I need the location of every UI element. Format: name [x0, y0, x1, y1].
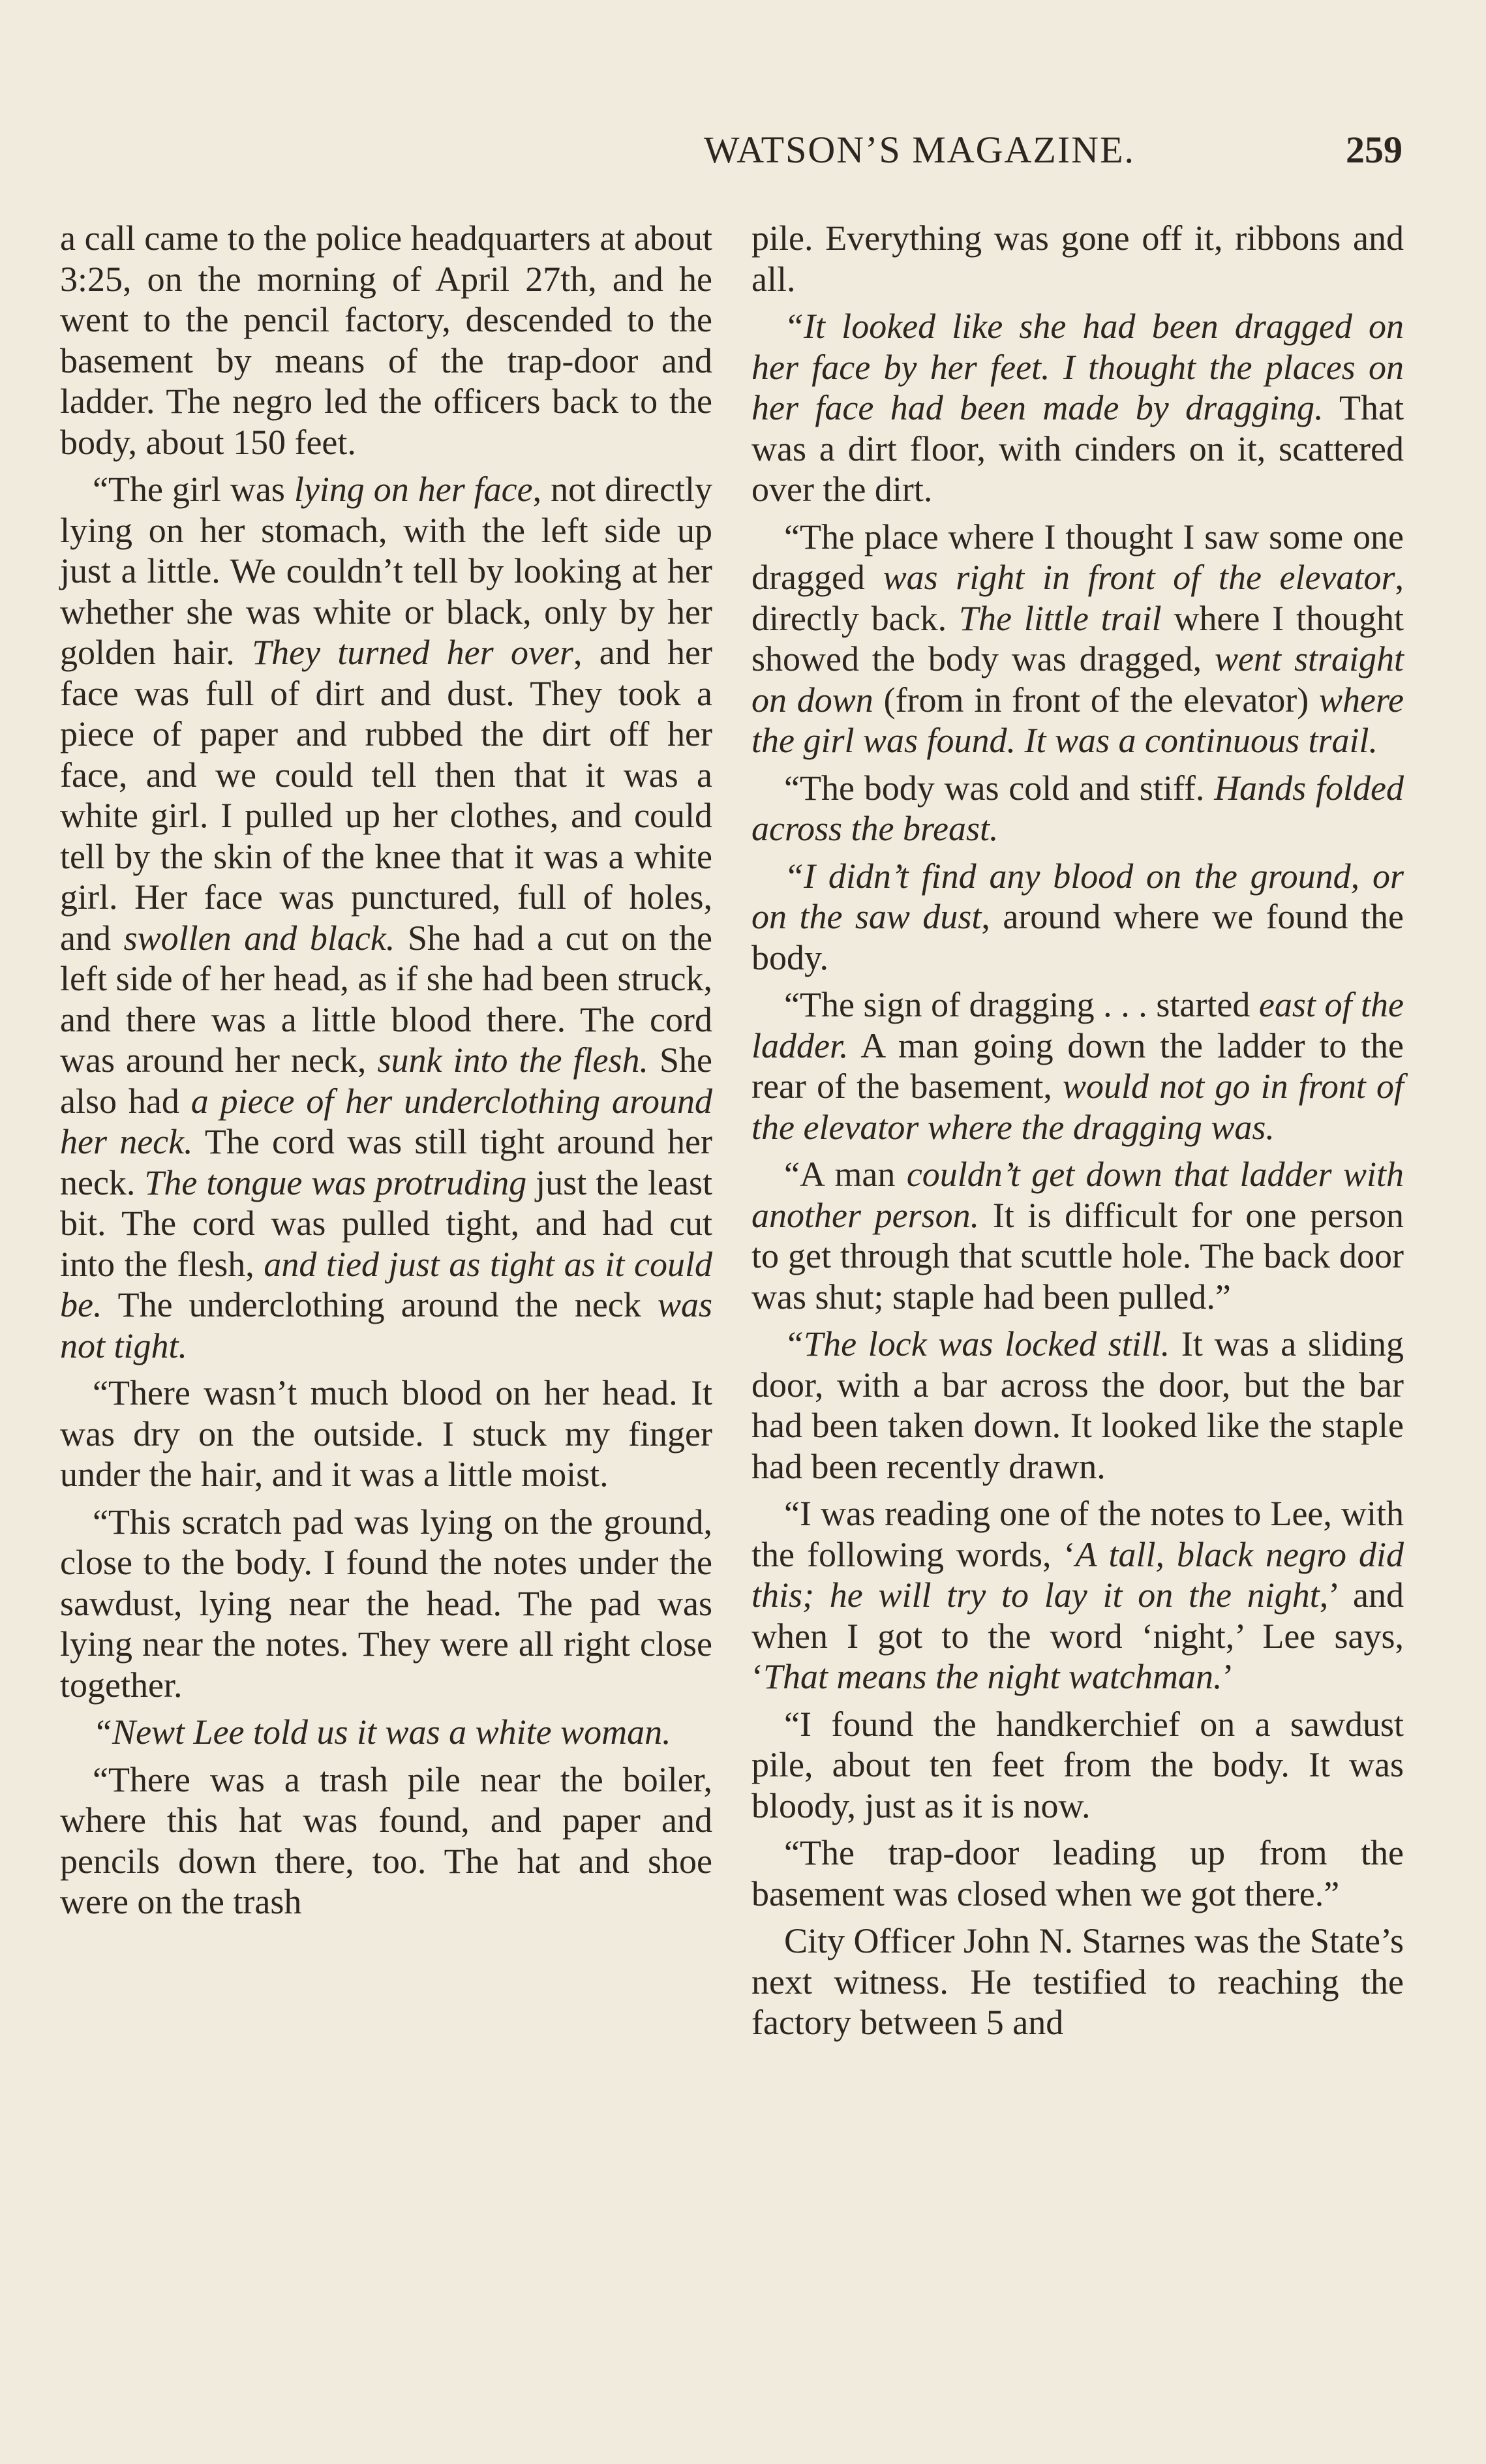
paragraph: [751, 1833, 1404, 1914]
paragraph: [751, 1324, 1404, 1487]
text-run: just the least bit. The cord was pulled tight, and had cut into the flesh,: [60, 1163, 712, 1284]
text-run: a call came to the police headquarters at about 3:25, on the morning of April 27th, and he went to the pencil factory, descended to the basement by means of the trap-door and ladder. The negro led the officers back to the body, about 150 feet.: [60, 219, 712, 462]
text-run: (from in front of the elevator): [873, 680, 1320, 720]
text-run: ’: [1222, 1657, 1234, 1696]
text-run: It was a sliding door, with a bar across the door, but the bar had been taken down. It looked like the staple had been recently drawn.: [751, 1324, 1404, 1486]
text-run: “The trap-door leading up from the basement was closed when we got there.”: [751, 1833, 1404, 1913]
text-run: “The place where I thought I saw some one dragged: [751, 517, 1404, 597]
paragraph: [60, 218, 712, 463]
italic-text-run: The little trail: [959, 598, 1162, 638]
text-run: She had a cut on the left side of her head, as if she had been struck, and there was a little blood there. The cord was around her neck,: [60, 918, 712, 1080]
paragraph: [751, 1921, 1404, 2043]
paragraph: [751, 1154, 1404, 1317]
italic-text-run: lying on her face: [294, 470, 533, 509]
italic-text-run: couldn’t get down that ladder with another person.: [751, 1155, 1404, 1235]
text-run: , directly back.: [751, 558, 1404, 638]
text-run: “I was reading one of the notes to Lee, with the following words, ‘: [751, 1494, 1404, 1574]
text-run: where I thought showed the body was dragged,: [751, 598, 1404, 678]
page-header: [59, 128, 1403, 180]
page-number: 259: [1346, 129, 1403, 171]
italic-text-run: A tall, black negro did this; he will try to lay it on the night: [751, 1534, 1404, 1615]
paragraph: [751, 1704, 1404, 1827]
text-run: The underclothing around the neck: [102, 1285, 658, 1324]
italic-text-run: went straight on down: [751, 639, 1404, 720]
text-run: “A man: [784, 1155, 907, 1194]
text-run: “The sign of dragging . . . started: [784, 985, 1259, 1024]
italic-text-run: was right in front of the elevator: [883, 558, 1395, 597]
text-run: pile. Everything was gone off it, ribbons and all.: [751, 219, 1404, 299]
italic-text-run: “: [93, 1712, 113, 1752]
paragraph: [751, 1493, 1404, 1697]
paragraph: [751, 856, 1404, 979]
italic-text-run: “I didn’t find any blood on the ground, or on the saw dust: [751, 856, 1404, 936]
text-run: The cord was still tight around her neck.: [60, 1122, 712, 1202]
left-column: [60, 218, 712, 1929]
italic-text-run: “It looked like she had been dragged on her face by her feet. I thought the places on her face had been made by dragging.: [751, 307, 1404, 427]
paragraph: [60, 1712, 712, 1753]
right-column: [751, 218, 1404, 2050]
text-run: A man going down the ladder to the rear of the basement,: [751, 1026, 1404, 1106]
italic-text-run: was not tight.: [60, 1285, 712, 1365]
italic-text-run: a piece of her underclothing around her neck.: [60, 1081, 713, 1161]
text-run: “There wasn’t much blood on her head. It was dry on the outside. I stuck my finger under the hair, and it was a little moist.: [60, 1373, 712, 1494]
paragraph: [60, 1502, 712, 1706]
paragraph: [60, 1373, 712, 1495]
italic-text-run: That means the night watchman.: [763, 1657, 1222, 1696]
text-run: , around where we found the body.: [751, 897, 1404, 977]
running-title: WATSON’S MAGAZINE.: [703, 129, 1135, 171]
text-run: That was a dirt floor, with cinders on it, scattered over the dirt.: [751, 388, 1404, 509]
italic-text-run: The tongue was protruding: [144, 1163, 527, 1202]
italic-text-run: where the girl was found. It was a continuous trail.: [751, 680, 1404, 760]
paragraph: [751, 306, 1404, 510]
text-run: “The girl was: [93, 470, 294, 509]
italic-text-run: Hands folded across the breast.: [751, 768, 1404, 848]
text-run: She also had: [60, 1041, 712, 1121]
italic-text-run: and tied just as tight as it could be.: [60, 1244, 712, 1324]
text-run: , and her face was full of dirt and dust. They took a piece of paper and rubbed the dirt off her face, and we could tell then that it was a white girl. I pulled up her clothes, and could tell by the skin of the knee that it was a white girl. Her face was punctured, full of holes, and: [60, 633, 712, 958]
paragraph: [60, 1759, 712, 1923]
text-run: City Officer John N. Starnes was the State’s next witness. He testified to reaching the factory between 5 and: [751, 1921, 1404, 2042]
text-run: , not directly lying on her stomach, with the left side up just a little. We couldn’t tell by looking at her whether she was white or black, only by her golden hair.: [60, 470, 712, 672]
text-run: ,’ and when I got to the word ‘night,’ Lee says, ‘: [751, 1575, 1404, 1696]
text-run: “There was a trash pile near the boiler, where this hat was found, and paper and pencils down there, too. The hat and shoe were on the trash: [60, 1759, 712, 1921]
paragraph: [751, 218, 1404, 299]
italic-text-run: east of the ladder.: [751, 985, 1404, 1065]
paragraph: [751, 984, 1404, 1148]
italic-text-run: “The lock was locked still.: [784, 1324, 1170, 1363]
italic-text-run: would not go in front of the elevator where the dragging was.: [751, 1067, 1404, 1147]
italic-text-run: sunk into the flesh.: [377, 1041, 648, 1080]
paragraph: [751, 517, 1404, 761]
text-run: “This scratch pad was lying on the ground, close to the body. I found the notes under the sawdust, lying near the head. The pad was lying near the notes. They were all right close together.: [60, 1502, 712, 1705]
italic-text-run: swollen and black.: [123, 918, 395, 958]
paragraph: [751, 768, 1404, 849]
text-run: “The body was cold and stiff.: [784, 768, 1215, 808]
italic-text-run: Newt Lee told us it was a white woman.: [112, 1712, 671, 1752]
paragraph: [60, 469, 712, 1366]
italic-text-run: They turned her over: [252, 633, 573, 672]
text-run: It is difficult for one person to get through that scuttle hole. The back door was shut; staple had been pulled.”: [751, 1195, 1404, 1316]
text-run: “I found the handkerchief on a sawdust pile, about ten feet from the body. It was bloody, just as it is now.: [751, 1704, 1404, 1825]
